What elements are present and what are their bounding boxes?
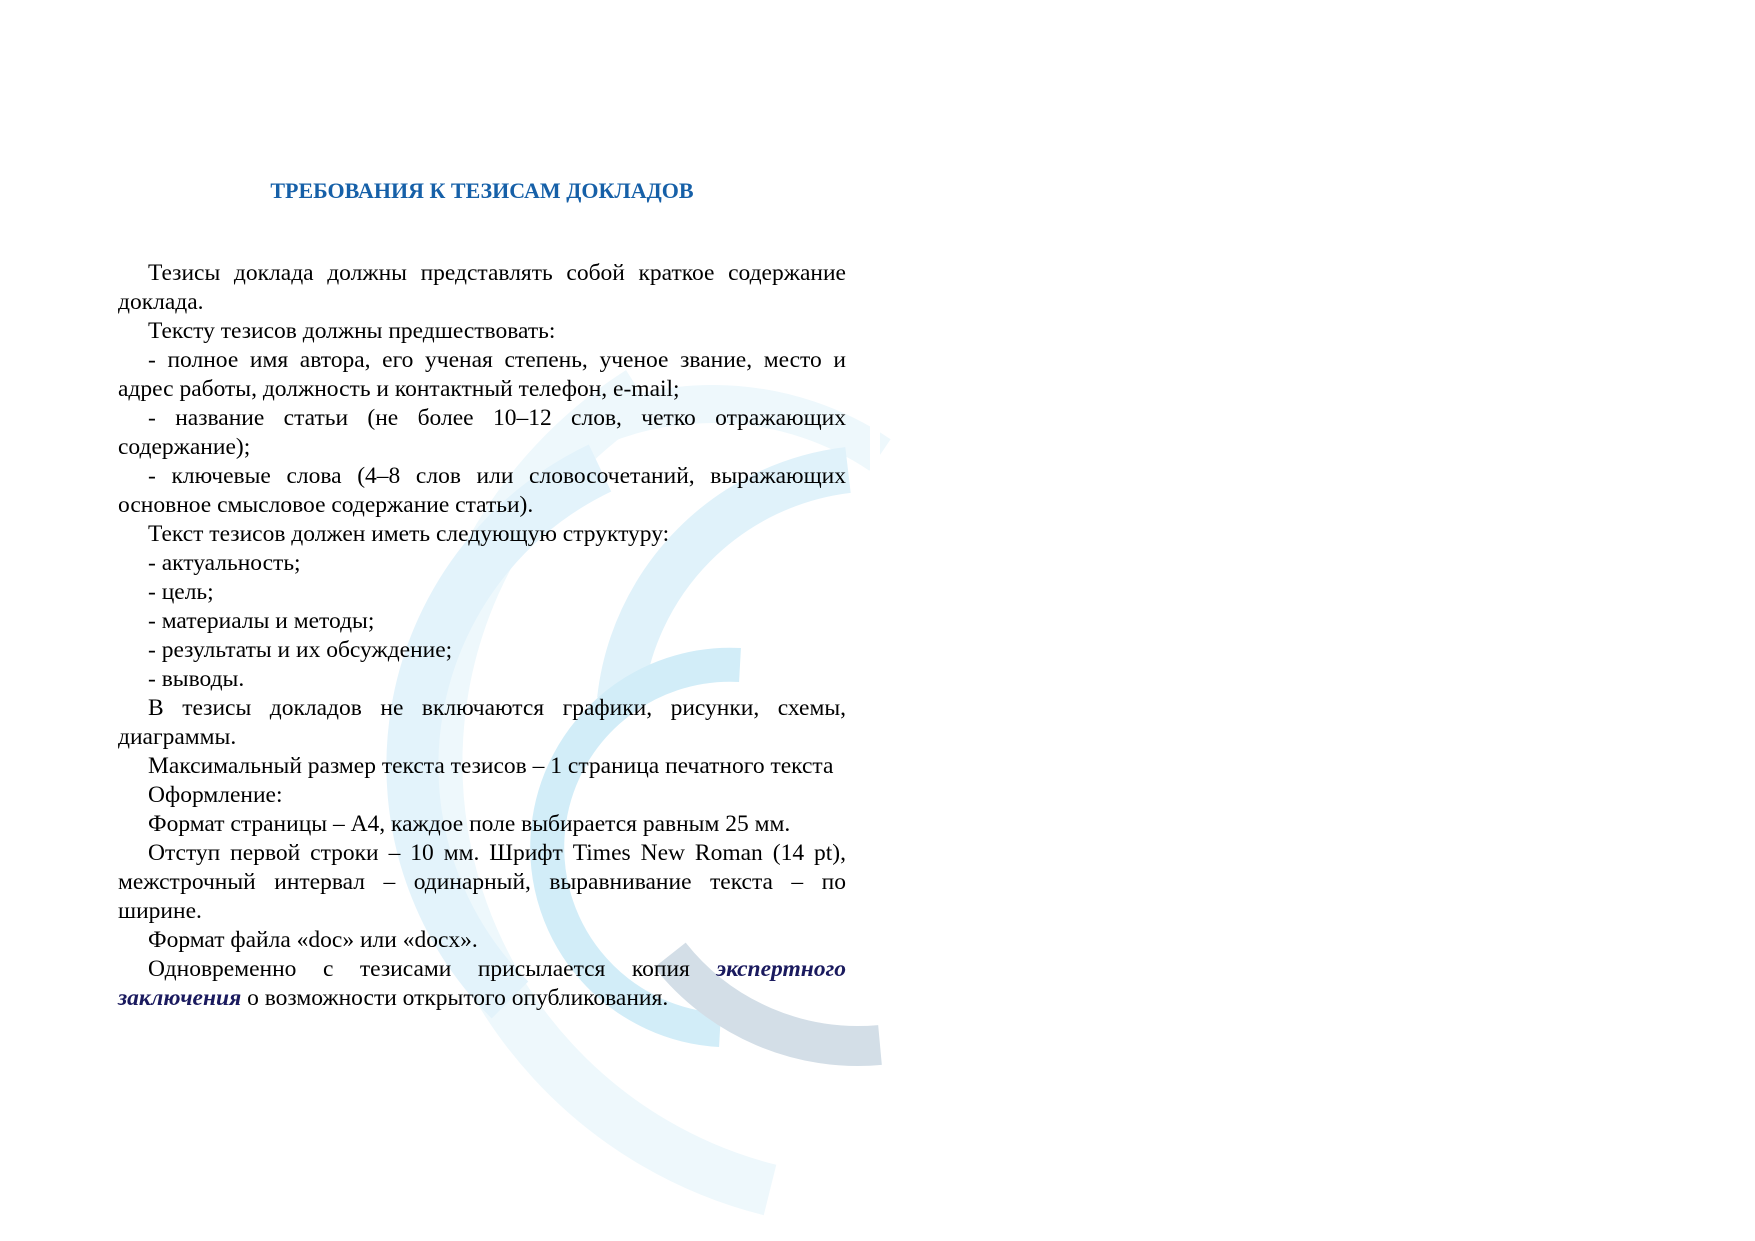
paragraph-max-size: Максимальный размер текста тезисов – 1 страница печатного текста [148,753,834,779]
list-item-relevance: - актуальность; [148,550,301,576]
list-item-results: - результаты и их обсуждение; [148,637,453,663]
expert-text-before: Одновременно с тезисами присылается копия [148,956,717,982]
document-body [118,259,846,1013]
list-item-keywords: - ключевые слова (4–8 слов или словосочетаний, выражающих основное смысловое содержание статьи). [118,463,846,518]
paragraph-structure-header: Текст тезисов должен иметь следующую структуру: [148,521,670,547]
paragraph-expert [118,955,846,1013]
expert-text-after: о возможности открытого опубликования. [241,985,669,1011]
list-item-methods: - материалы и методы; [148,608,375,634]
paragraph-page-format: Формат страницы – А4, каждое поле выбирается равным 25 мм. [148,811,791,837]
watermark-right-edge-top [870,410,880,490]
paragraph-formatting-header: Оформление: [148,782,283,808]
paragraph-intro: Тезисы доклада должны представлять собой краткое содержание доклада. [118,260,846,315]
paragraph-preceding-header: Тексту тезисов должны предшествовать: [148,318,556,344]
paragraph-indent-font: Отступ первой строки – 10 мм. Шрифт Times New Roman (14 pt), межстрочный интервал – одинарный, выравнивание текста – по ширине. [118,840,846,924]
page-title: ТРЕБОВАНИЯ К ТЕЗИСАМ ДОКЛАДОВ [270,178,694,203]
list-item-title: - название статьи (не более 10–12 слов, четко отражающих содержание); [118,405,846,460]
list-item-conclusions: - выводы. [148,666,245,692]
expert-emphasis: экспертного заключения [118,956,846,1011]
list-item-goal: - цель; [148,579,214,605]
list-item-author: - полное имя автора, его ученая степень, ученое звание, место и адрес работы, должность и контактный телефон, e-mail; [118,347,846,402]
paragraph-no-graphics: В тезисы докладов не включаются графики, рисунки, схемы, диаграммы. [118,695,846,750]
paragraph-file-format: Формат файла «doc» или «docx». [148,927,478,953]
